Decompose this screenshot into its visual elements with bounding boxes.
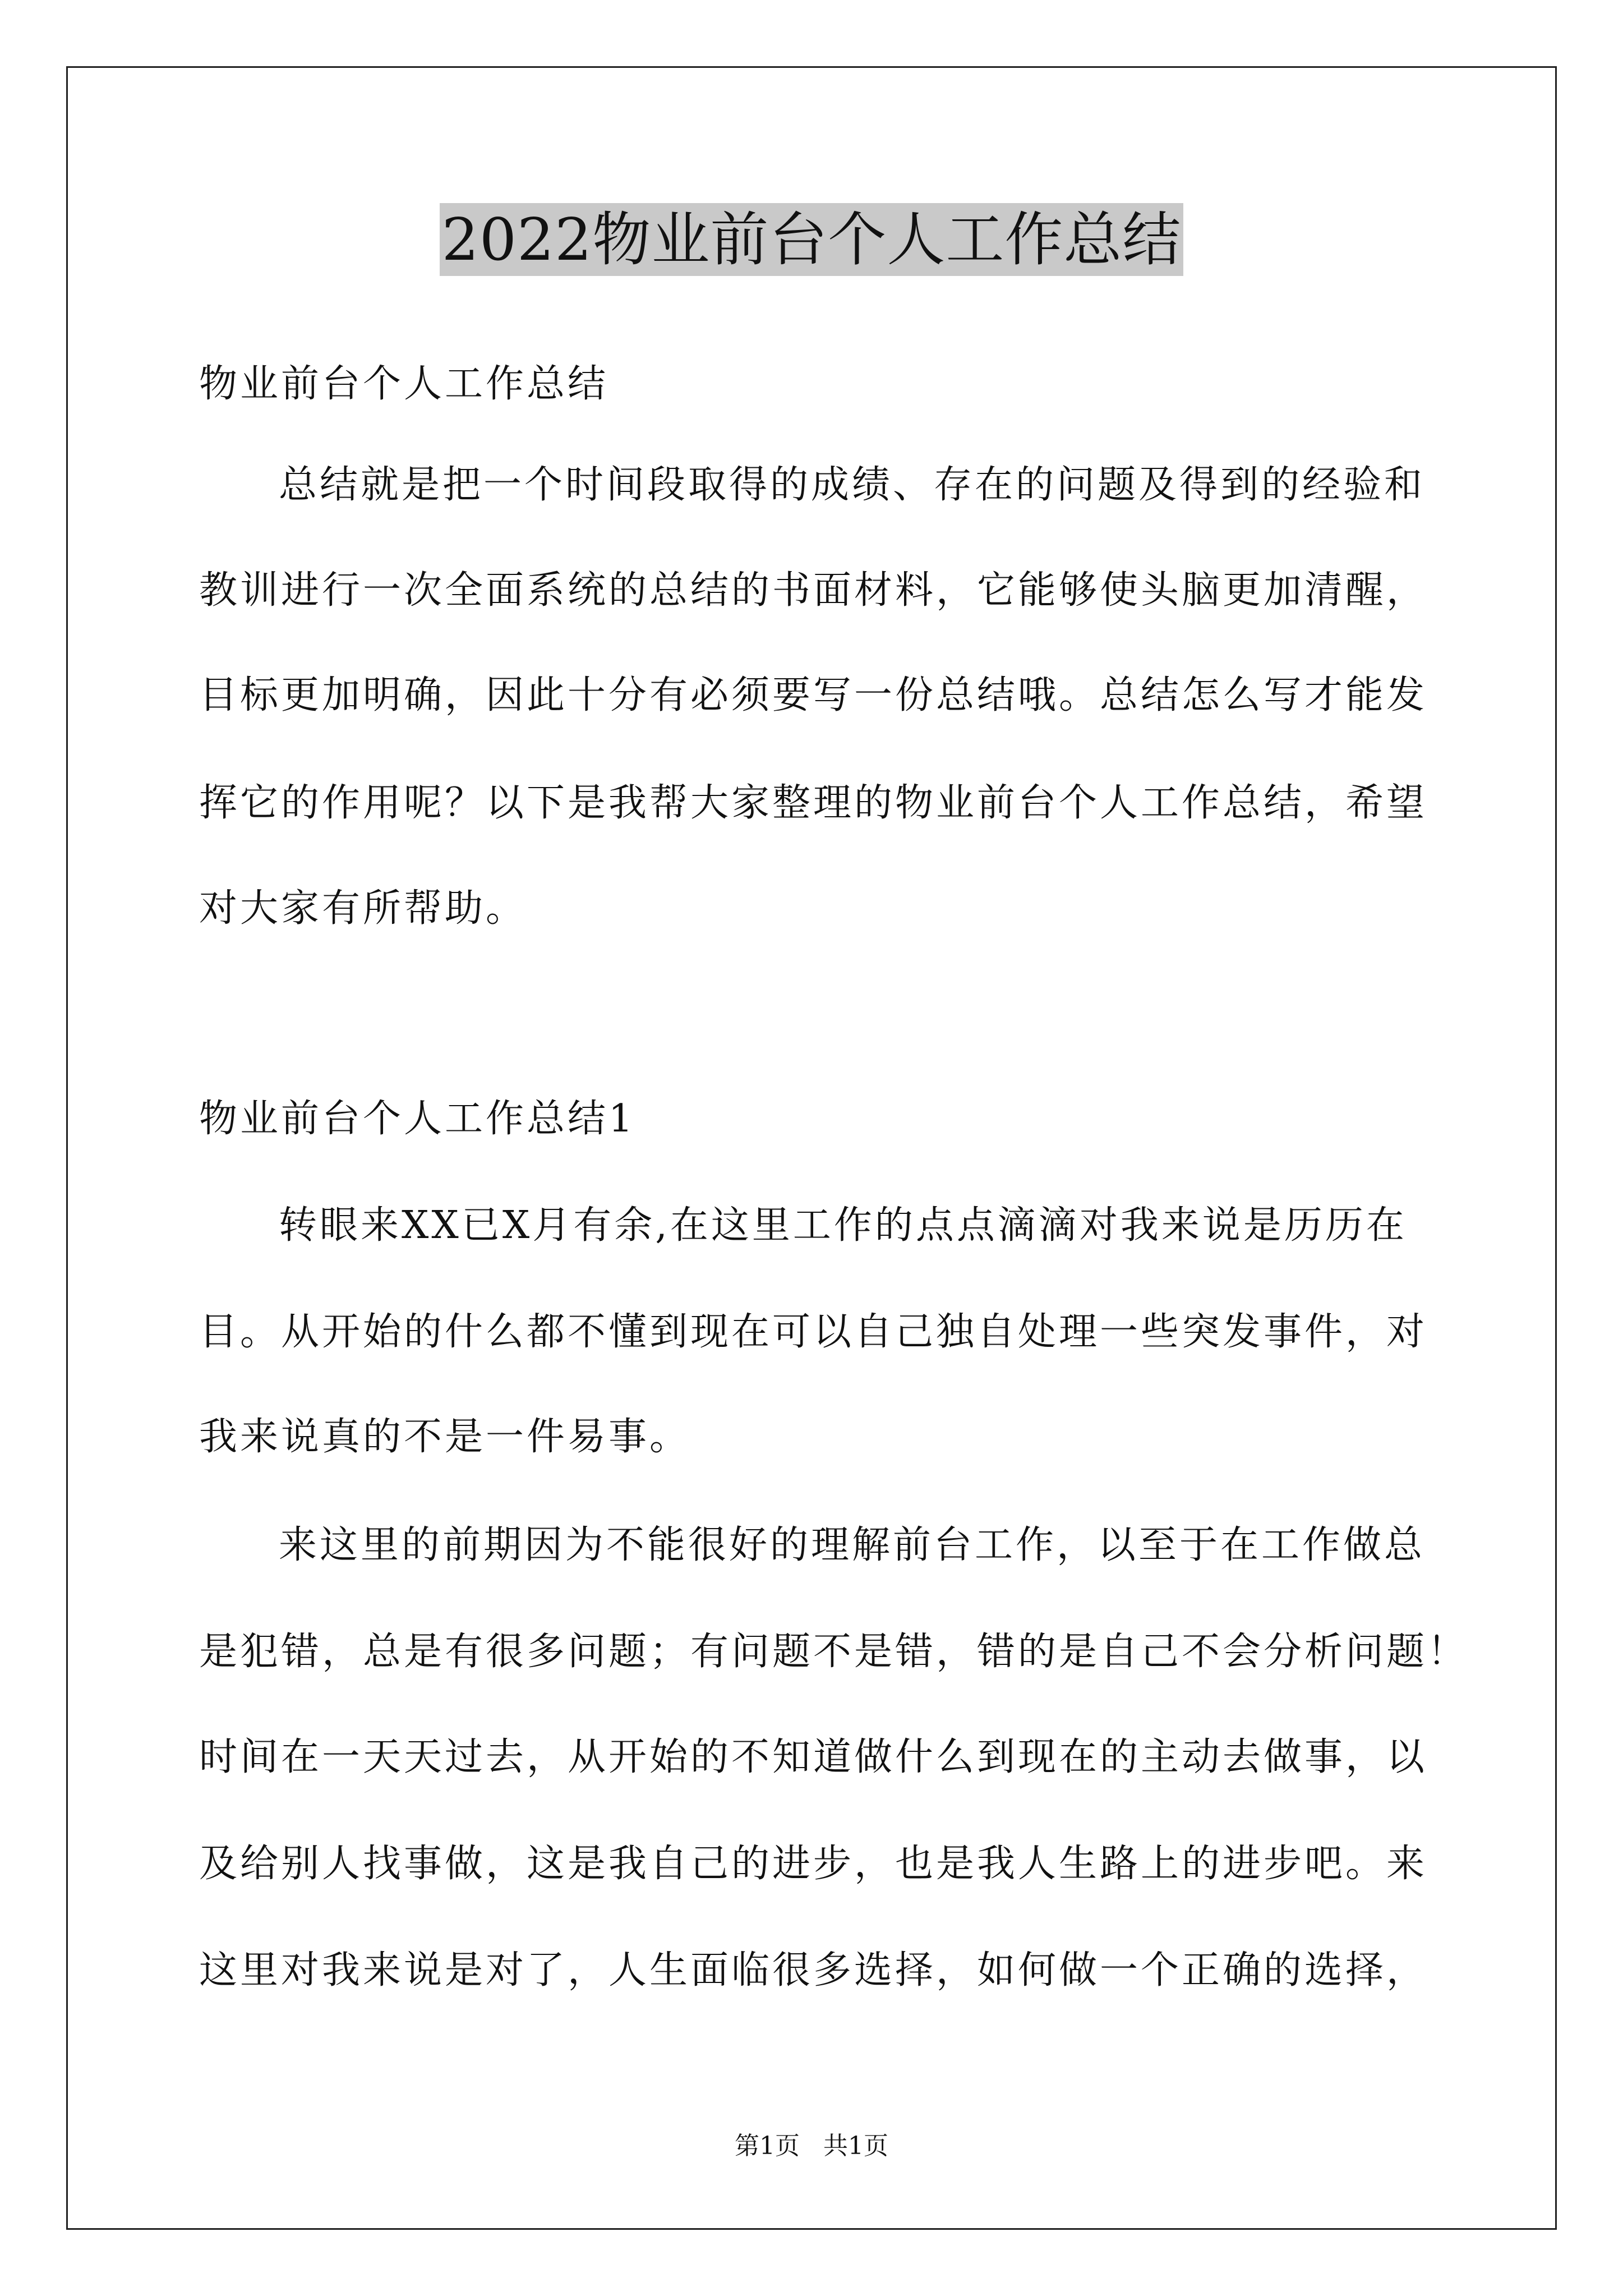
paragraph-line: 时间在一天天过去，从开始的不知道做什么到现在的主动去做事，以 xyxy=(199,1735,1428,1779)
paragraph-line: 来这里的前期因为不能很好的理解前台工作，以至于在工作做总 xyxy=(279,1523,1426,1567)
paragraph-line: 及给别人找事做，这是我自己的进步，也是我人生路上的进步吧。来 xyxy=(199,1842,1428,1886)
page-number-footer: 第1页 共1页 xyxy=(735,2132,888,2160)
intro-line: 目标更加明确，因此十分有必须要写一份总结哦。总结怎么写才能发 xyxy=(199,673,1428,717)
intro-line: 教训进行一次全面系统的总结的书面材料，它能够使头脑更加清醒， xyxy=(199,568,1428,613)
paragraph-line: 是犯错，总是有很多问题；有问题不是错，错的是自己不会分析问题！ xyxy=(199,1630,1469,1674)
subtitle: 物业前台个人工作总结 xyxy=(199,362,609,406)
intro-line: 挥它的作用呢？以下是我帮大家整理的物业前台个人工作总结，希望 xyxy=(199,781,1428,825)
title-container xyxy=(0,203,1623,276)
paragraph-line: 目。从开始的什么都不懂到现在可以自己独自处理一些突发事件，对 xyxy=(199,1310,1428,1354)
intro-line: 对大家有所帮助。 xyxy=(199,886,527,931)
section-heading: 物业前台个人工作总结1 xyxy=(199,1097,636,1141)
intro-line: 总结就是把一个时间段取得的成绩、存在的问题及得到的经验和 xyxy=(279,463,1426,507)
paragraph-line: 转眼来XX已X月有余,在这里工作的点点滴滴对我来说是历历在 xyxy=(279,1203,1407,1248)
document-title: 2022物业前台个人工作总结 xyxy=(440,203,1184,276)
paragraph-line: 我来说真的不是一件易事。 xyxy=(199,1415,691,1459)
paragraph-line: 这里对我来说是对了，人生面临很多选择，如何做一个正确的选择， xyxy=(199,1948,1428,1993)
